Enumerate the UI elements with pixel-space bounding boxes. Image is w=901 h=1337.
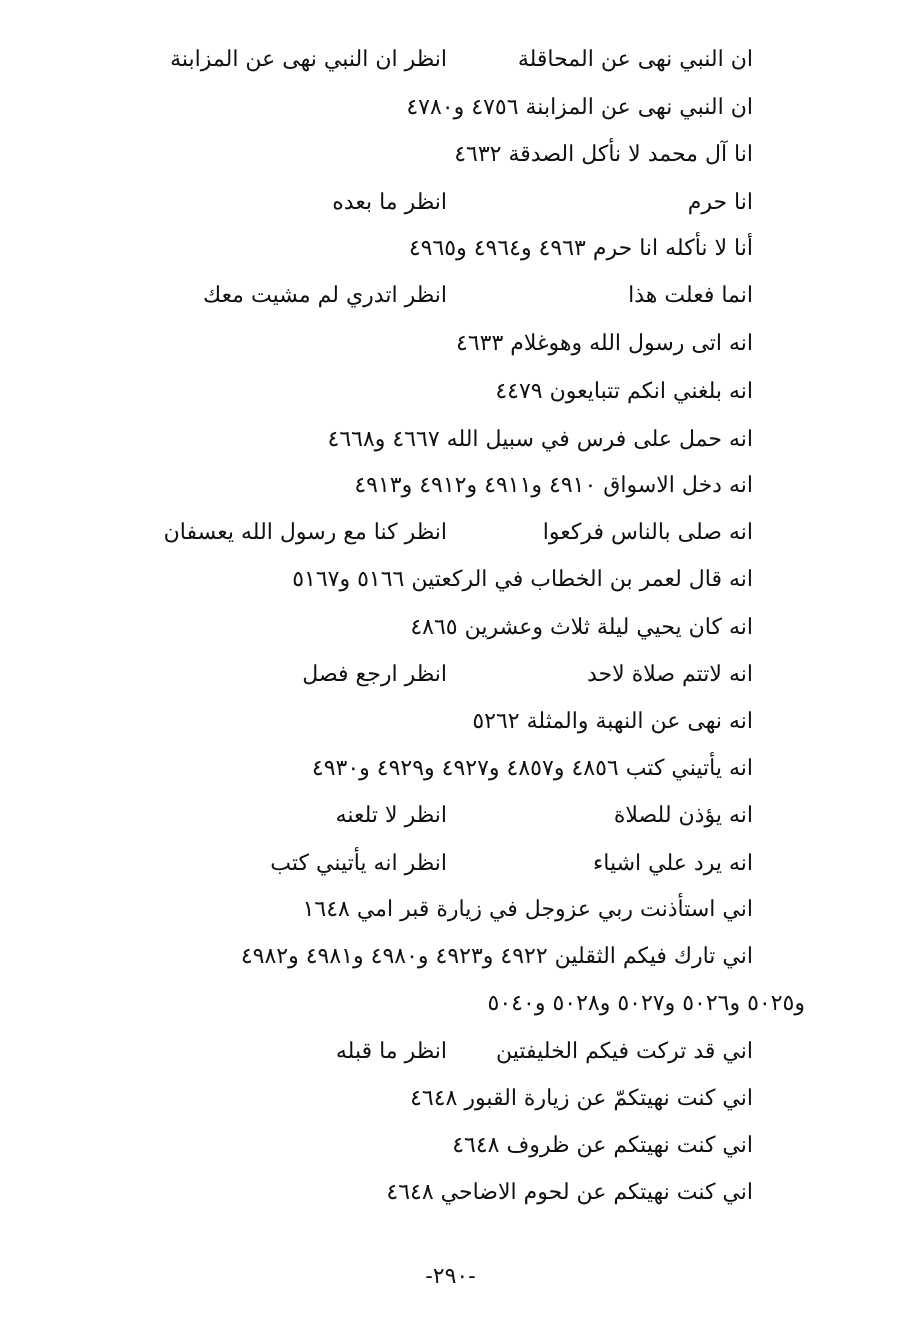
entry-text: ان النبي نهى عن المحاقلة bbox=[517, 47, 753, 72]
index-entry bbox=[386, 1173, 753, 1213]
index-entry bbox=[452, 1126, 753, 1166]
entry-text: انا آل محمد لا نأكل الصدقة ٤٦٣٢ bbox=[454, 142, 753, 167]
index-entry bbox=[303, 890, 753, 930]
entry-text: انما فعلت هذا bbox=[628, 283, 753, 308]
cross-reference: انظر ما بعده bbox=[332, 190, 447, 215]
entry-text: اني قد تركت فيكم الخليفتين bbox=[496, 1039, 753, 1064]
index-entry bbox=[328, 420, 754, 460]
entry-text: انه صلى بالناس فركعوا bbox=[542, 520, 753, 545]
cross-reference: انظر ارجع فصل bbox=[302, 662, 447, 687]
index-entry bbox=[335, 796, 753, 836]
entry-text: انه اتى رسول الله وهوغلام ٤٦٣٣ bbox=[456, 331, 753, 356]
entry-text: أنا لا نأكله انا حرم ٤٩٦٣ و٤٩٦٤ و٤٩٦٥ bbox=[408, 236, 753, 261]
entry-text: اني كنت نهيتكم عن لحوم الاضاحي ٤٦٤٨ bbox=[386, 1180, 753, 1205]
index-entry bbox=[170, 40, 753, 80]
index-entry bbox=[495, 372, 753, 412]
entry-text: اني تارك فيكم الثقلين ٤٩٢٢ و٤٩٢٣ و٤٩٨٠ و٤٩٨١ و٤٩٨٢ bbox=[240, 944, 753, 969]
entry-text: انه نهى عن النهبة والمثلة ٥٢٦٢ bbox=[472, 709, 753, 734]
entry-text: انه كان يحيي ليلة ثلاث وعشرين ٤٨٦٥ bbox=[410, 615, 753, 640]
cross-reference: انظر لا تلعنه bbox=[335, 803, 447, 828]
index-entry bbox=[312, 749, 753, 789]
index-entry bbox=[241, 937, 753, 977]
index-entry-continuation bbox=[488, 984, 805, 1024]
cross-reference: انظر اتدري لم مشيت معك bbox=[203, 283, 447, 308]
index-entry bbox=[354, 466, 753, 506]
index-entry bbox=[472, 702, 753, 742]
index-entry bbox=[163, 513, 753, 553]
index-entry bbox=[203, 276, 753, 316]
index-entry bbox=[270, 844, 753, 884]
page-number: -٢٩٠- bbox=[425, 1264, 476, 1289]
cross-reference: انظر ما قبله bbox=[335, 1039, 447, 1064]
index-entry bbox=[302, 655, 753, 695]
entry-text: و٥٠٢٥ و٥٠٢٦ و٥٠٢٧ و٥٠٢٨ و٥٠٤٠ bbox=[487, 991, 805, 1016]
entry-text: انه دخل الاسواق ٤٩١٠ و٤٩١١ و٤٩١٢ و٤٩١٣ bbox=[354, 473, 753, 498]
entry-text: انه لاتتم صلاة لاحد bbox=[587, 662, 753, 687]
index-entry bbox=[409, 229, 753, 269]
index-entry bbox=[410, 608, 753, 648]
entry-text: ان النبي نهى عن المزابنة ٤٧٥٦ و٤٧٨٠ bbox=[406, 95, 753, 120]
entry-text: اني استأذنت ربي عزوجل في زيارة قبر امي ١٦٤٨ bbox=[302, 897, 753, 922]
index-entry bbox=[410, 1079, 753, 1119]
entry-text: انه بلغني انكم تتبايعون ٤٤٧٩ bbox=[495, 379, 753, 404]
index-entry bbox=[454, 135, 753, 175]
entry-text: انه قال لعمر بن الخطاب في الركعتين ٥١٦٦ و٥١٦٧ bbox=[292, 567, 753, 592]
index-entry bbox=[332, 183, 753, 223]
index-entry bbox=[406, 88, 753, 128]
cross-reference: انظر ان النبي نهى عن المزابنة bbox=[170, 47, 447, 72]
cross-reference: انظر انه يأتيني كتب bbox=[270, 851, 447, 876]
entry-text: انه يؤذن للصلاة bbox=[613, 803, 753, 828]
entry-text: اني كنت نهيتكمّ عن زيارة القبور ٤٦٤٨ bbox=[410, 1086, 753, 1111]
index-entry bbox=[335, 1032, 753, 1072]
cross-reference: انظر كنا مع رسول الله يعسفان bbox=[163, 520, 447, 545]
index-entry bbox=[456, 324, 753, 364]
entry-text: انه يأتيني كتب ٤٨٥٦ و٤٨٥٧ و٤٩٢٧ و٤٩٢٩ و٤٩٣٠ bbox=[311, 756, 753, 781]
entry-text: انه يرد علي اشياء bbox=[592, 851, 753, 876]
entry-text: انا حرم bbox=[687, 190, 753, 215]
entry-text: اني كنت نهيتكم عن ظروف ٤٦٤٨ bbox=[452, 1133, 753, 1158]
index-entry bbox=[292, 560, 753, 600]
entry-text: انه حمل على فرس في سبيل الله ٤٦٦٧ و٤٦٦٨ bbox=[327, 427, 753, 452]
